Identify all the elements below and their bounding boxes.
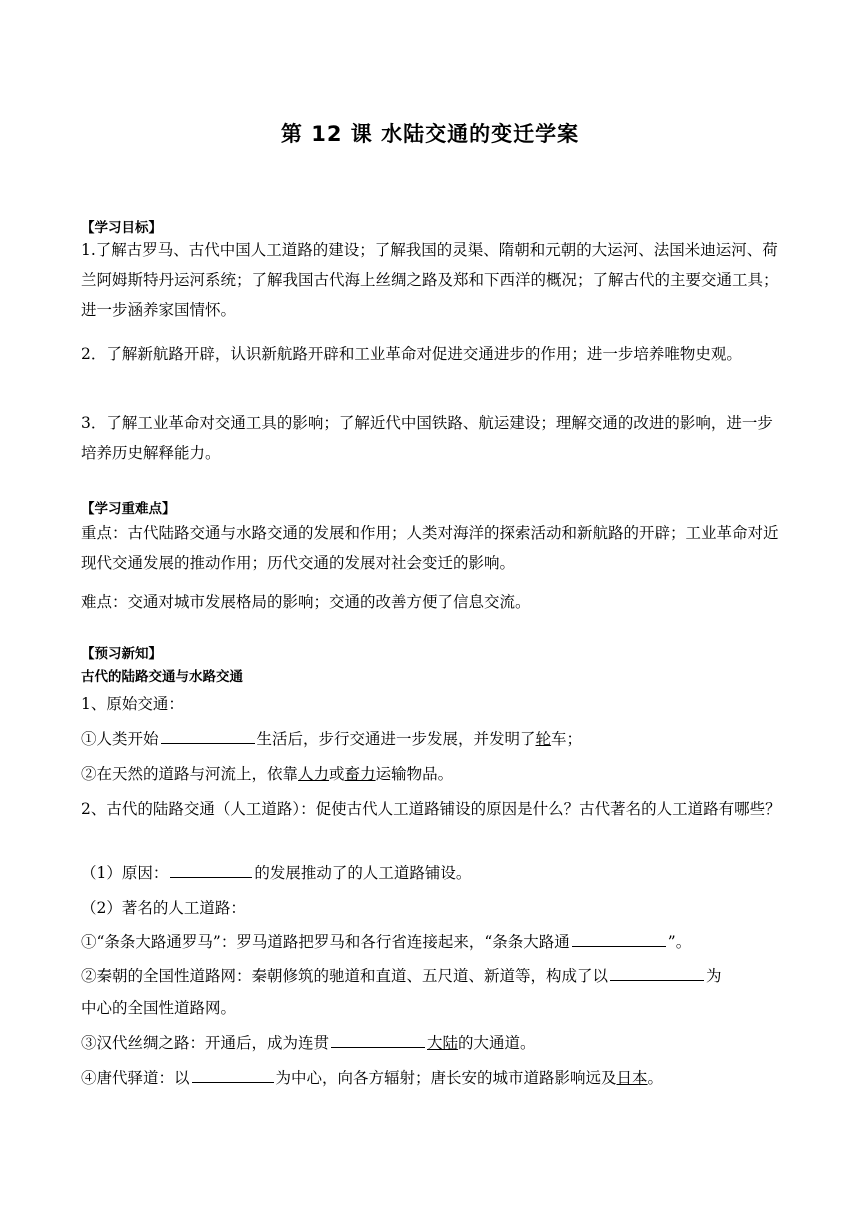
preview-line: ①人类开始 生活后，步行交通进一步发展，并发明了轮车；	[81, 727, 582, 749]
objective-item-1: 1.了解古罗马、古代中国人工道路的建设；了解我国的灵渠、隋朝和元朝的大运河、法国米迪运河、荷兰阿姆斯特丹运河系统；了解我国古代海上丝绸之路及郑和下西洋的概况；了解古代的主要交通工具；进一步涵养家国情怀。	[81, 241, 779, 319]
keypoints-heading: 【学习重难点】	[81, 501, 176, 517]
preview-line: ①“条条大路通罗马”：罗马道路把罗马和各行省连接起来，“条条大路通 ”。	[81, 930, 691, 952]
objectives-heading: 【学习目标】	[81, 220, 162, 236]
preview-line: 1、原始交通：	[81, 695, 184, 713]
preview-subheading: 古代的陆路交通与水路交通	[81, 669, 243, 685]
fill-blank[interactable]	[192, 1066, 274, 1083]
fill-blank[interactable]	[572, 930, 666, 947]
objective-item-3: 3．了解工业革命对交通工具的影响；了解近代中国铁路、航运建设；理解交通的改进的影响，进一步培养历史解释能力。	[81, 414, 773, 462]
preview-line: 中心的全国性道路网。	[81, 999, 237, 1017]
preview-question: 2、古代的陆路交通（人工道路）：促使古代人工道路铺设的原因是什么？古代著名的人工道路有哪些？	[81, 800, 781, 818]
fill-blank[interactable]	[610, 964, 704, 981]
preview-line: （2）著名的人工道路：	[81, 899, 246, 917]
fill-blank[interactable]	[170, 861, 252, 878]
preview-line: ④唐代驿道：以 为中心，向各方辐射；唐长安的城市道路影响远及日本。	[81, 1066, 663, 1088]
fill-blank[interactable]	[331, 1031, 425, 1048]
preview-line: ②秦朝的全国性道路网：秦朝修筑的驰道和直道、五尺道、新道等，构成了以 为	[81, 964, 722, 986]
objective-item-2: 2．了解新航路开辟，认识新航路开辟和工业革命对促进交通进步的作用；进一步培养唯物史观。	[81, 345, 742, 363]
keypoints-difficulty: 难点：交通对城市发展格局的影响；交通的改善方便了信息交流。	[81, 593, 531, 611]
preview-line: ③汉代丝绸之路：开通后，成为连贯 大陆的大通道。	[81, 1031, 536, 1053]
preview-heading: 【预习新知】	[81, 646, 162, 662]
page-title: 第 12 课 水陆交通的变迁学案	[280, 122, 580, 146]
preview-line: （1）原因： 的发展推动了的人工道路铺设。	[81, 861, 471, 883]
keypoints-focus: 重点：古代陆路交通与水路交通的发展和作用；人类对海洋的探索活动和新航路的开辟；工业革命对近现代交通发展的推动作用；历代交通的发展对社会变迁的影响。	[81, 524, 779, 572]
fill-blank[interactable]	[161, 727, 255, 744]
preview-line: ②在天然的道路与河流上，依靠人力或畜力运输物品。	[81, 765, 454, 783]
